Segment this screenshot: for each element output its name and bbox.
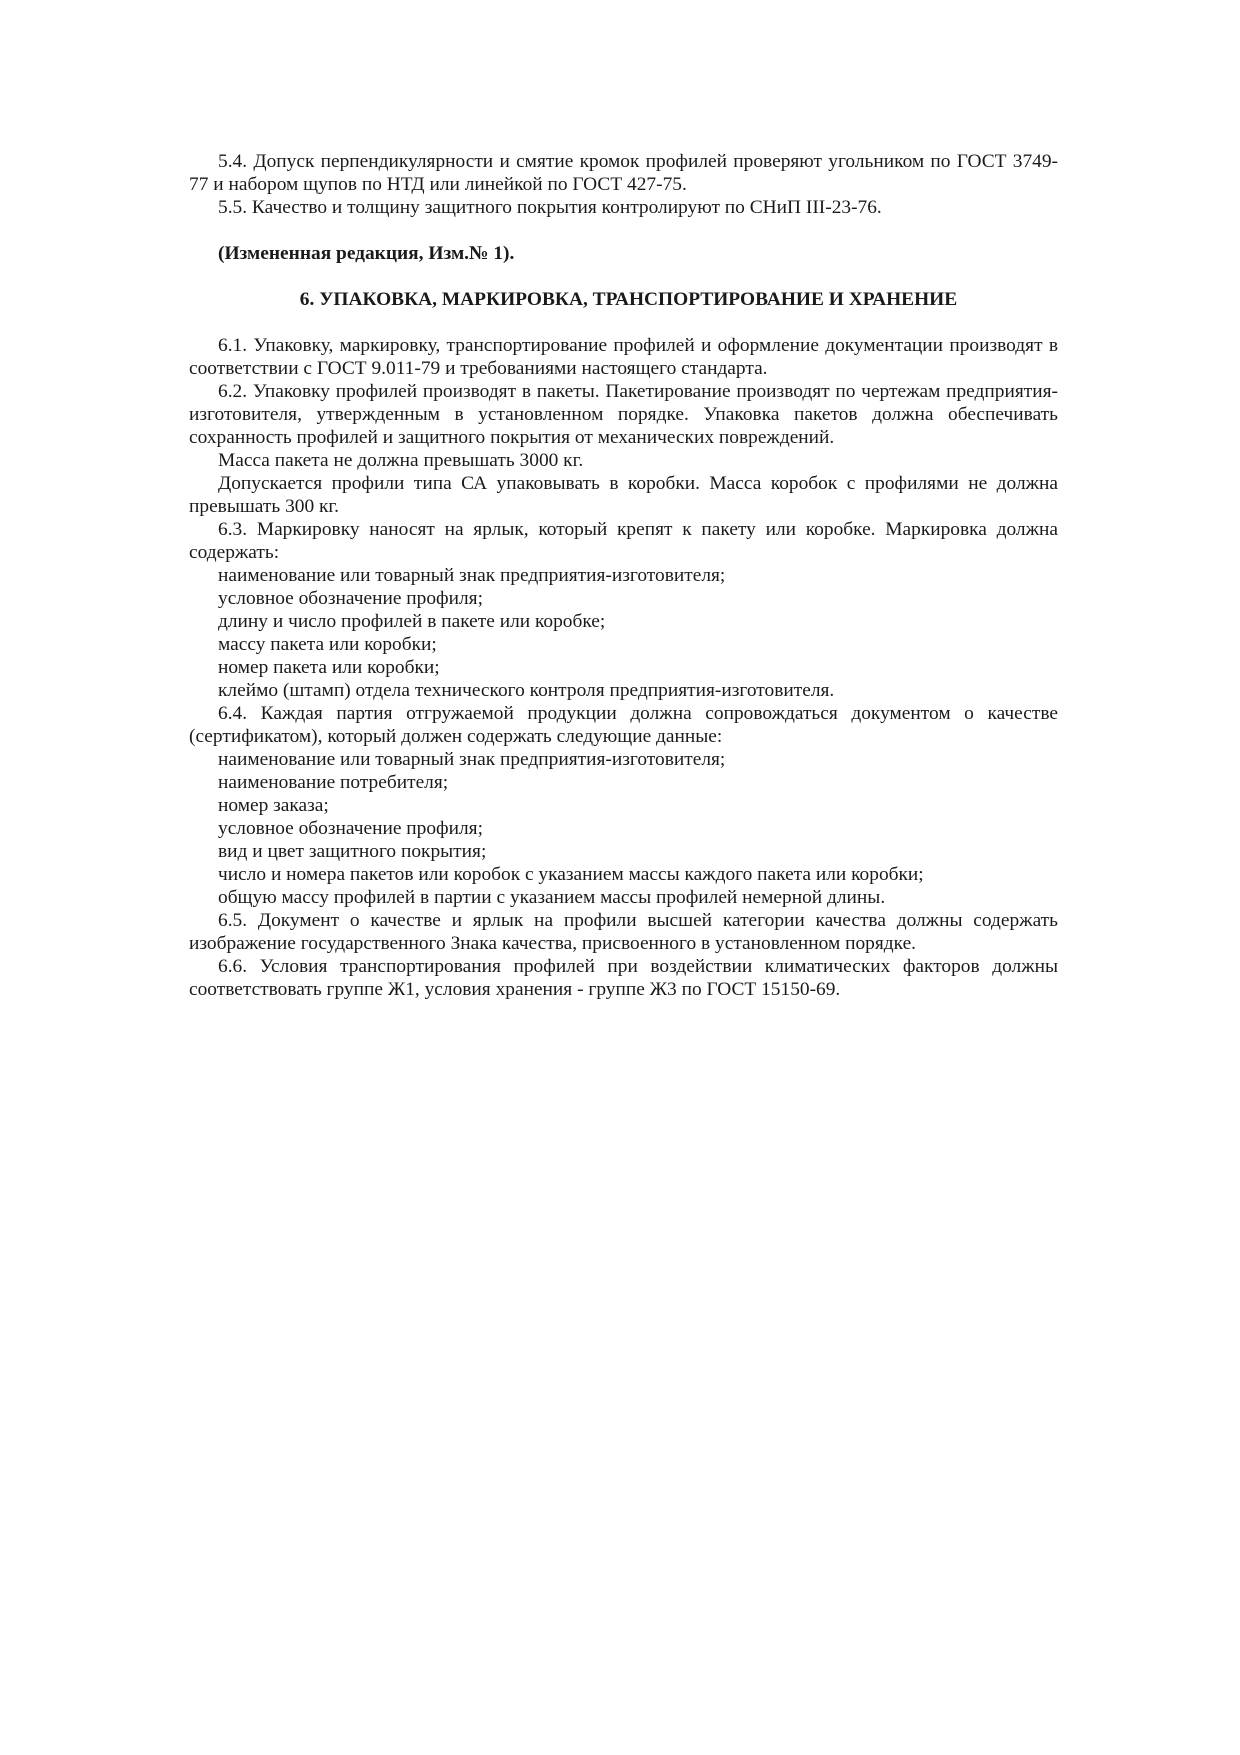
paragraph-6-4: 6.4. Каждая партия отгружаемой продукции должна сопровождаться документом о качестве (сертификатом), который должен содержать следующие данные:	[189, 703, 1058, 747]
paragraph-6-3: 6.3. Маркировку наносят на ярлык, который крепят к пакету или коробке. Маркировка должна содержать:	[189, 519, 1058, 563]
paragraph-5-4: 5.4. Допуск перпендикулярности и смятие кромок профилей проверяют угольником по ГОСТ 3749-77 и набором щупов по НТД или линейкой по ГОСТ 427-75.	[189, 151, 1058, 195]
list-item: число и номера пакетов или коробок с указанием массы каждого пакета или коробки;	[218, 864, 924, 885]
list-item: вид и цвет защитного покрытия;	[218, 841, 487, 862]
list-item: условное обозначение профиля;	[218, 588, 483, 609]
list-item: номер заказа;	[218, 795, 329, 816]
list-item: массу пакета или коробки;	[218, 634, 437, 655]
list-item: условное обозначение профиля;	[218, 818, 483, 839]
list-item: наименование или товарный знак предприятия-изготовителя;	[218, 749, 726, 770]
list-item: наименование или товарный знак предприятия-изготовителя;	[218, 565, 726, 586]
list-item: общую массу профилей в партии с указанием массы профилей немерной длины.	[218, 887, 886, 908]
paragraph-6-6: 6.6. Условия транспортирования профилей при воздействии климатических факторов должны соответствовать группе Ж1, условия хранения - группе Ж3 по ГОСТ 15150-69.	[189, 956, 1058, 1000]
document-page	[189, 150, 1058, 1001]
paragraph-6-5: 6.5. Документ о качестве и ярлык на профили высшей категории качества должны содержать изображение государственного Знака качества, присвоенного в установленном порядке.	[189, 910, 1058, 954]
section-6-heading: 6. УПАКОВКА, МАРКИРОВКА, ТРАНСПОРТИРОВАНИЕ И ХРАНЕНИЕ	[299, 289, 958, 310]
paragraph-6-2-mass: Масса пакета не должна превышать 3000 кг.	[218, 450, 584, 471]
paragraph-5-5: 5.5. Качество и толщину защитного покрытия контролируют по СНиП III-23-76.	[218, 197, 882, 218]
list-item: наименование потребителя;	[218, 772, 449, 793]
paragraph-6-2: 6.2. Упаковку профилей производят в пакеты. Пакетирование производят по чертежам предприятия-изготовителя, утвержденным в установленном порядке. Упаковка пакетов должна обеспечивать сохранность профилей и защитного покрытия от механических повреждений.	[189, 381, 1058, 448]
list-item: номер пакета или коробки;	[218, 657, 440, 678]
paragraph-6-2-boxes: Допускается профили типа СА упаковывать в коробки. Масса коробок с профилями не должна превышать 300 кг.	[189, 473, 1058, 517]
amendment-note: (Измененная редакция, Изм.№ 1).	[218, 243, 515, 264]
list-item: клеймо (штамп) отдела технического контроля предприятия-изготовителя.	[218, 680, 835, 701]
paragraph-6-1: 6.1. Упаковку, маркировку, транспортирование профилей и оформление документации производят в соответствии с ГОСТ 9.011-79 и требованиями настоящего стандарта.	[189, 335, 1058, 379]
list-item: длину и число профилей в пакете или коробке;	[218, 611, 606, 632]
